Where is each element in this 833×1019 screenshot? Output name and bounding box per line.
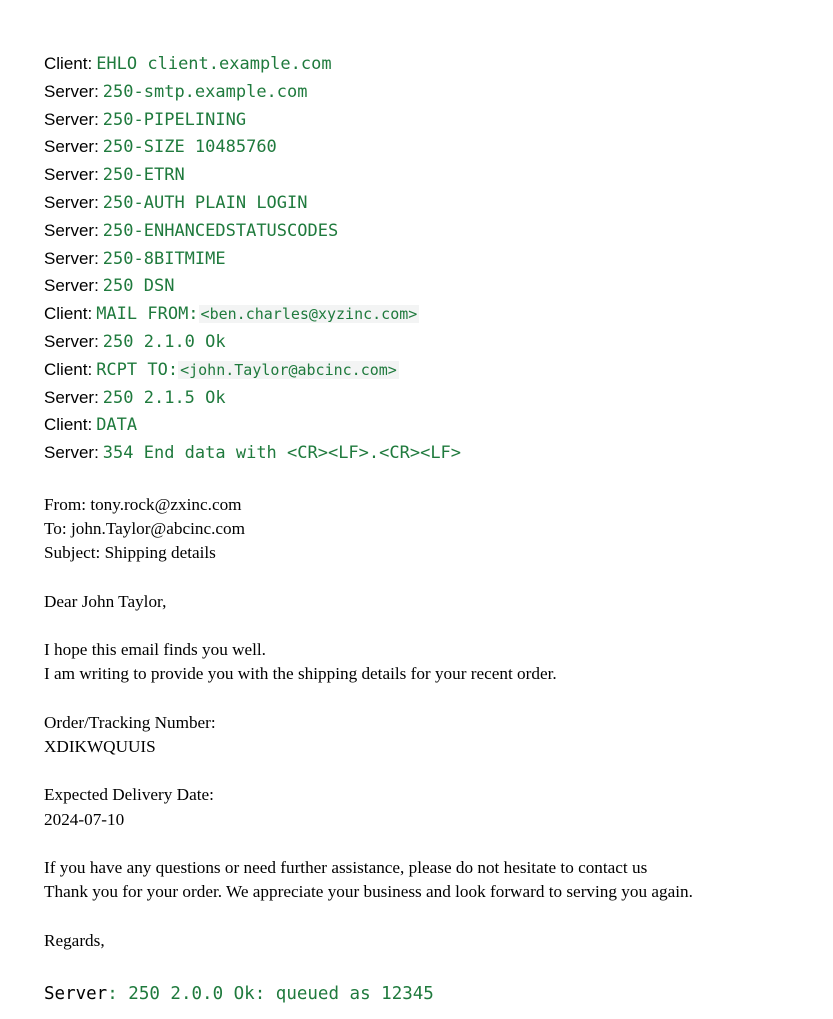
smtp-log-line: [44, 411, 833, 439]
log-speaker: Client:: [44, 415, 93, 435]
email-intro-line: I hope this email finds you well.: [44, 640, 266, 660]
log-speaker: Client:: [44, 304, 93, 324]
log-speaker: Server:: [44, 276, 99, 296]
smtp-log-line: [44, 189, 833, 217]
log-speaker: Server:: [44, 331, 99, 351]
smtp-log-line: [44, 161, 833, 189]
tracking-number: XDIKWQUUIS: [44, 736, 156, 756]
smtp-log-line: [44, 328, 833, 356]
log-command: 250-AUTH PLAIN LOGIN: [102, 192, 308, 213]
log-speaker: Server:: [44, 81, 99, 101]
server-queued-response: [44, 984, 434, 1004]
log-command: EHLO client.example.com: [96, 54, 332, 74]
smtp-log-line: [44, 384, 833, 412]
spacer: [44, 687, 833, 711]
smtp-session-log: [44, 50, 833, 467]
log-speaker: Server:: [44, 248, 99, 268]
spacer: [44, 759, 833, 783]
log-command: 250-smtp.example.com: [102, 81, 308, 102]
log-command: 250-PIPELINING: [102, 109, 247, 130]
email-signoff: Regards,: [44, 930, 105, 950]
footer-response: : 250 2.0.0 Ok: queued as 12345: [107, 984, 434, 1004]
log-speaker: Server:: [44, 220, 99, 240]
spacer: [44, 566, 833, 590]
smtp-log-line: [44, 272, 833, 300]
smtp-log-line: [44, 300, 833, 328]
log-speaker: Client:: [44, 359, 93, 379]
smtp-log-line: [44, 50, 833, 78]
log-speaker: Server:: [44, 443, 99, 463]
log-command: 250-SIZE 10485760: [102, 137, 277, 158]
smtp-log-line: [44, 133, 833, 161]
log-command: 250 2.1.5 Ok: [102, 387, 226, 408]
log-command: RCPT TO:: [96, 359, 179, 380]
smtp-log-line: [44, 217, 833, 245]
log-command: MAIL FROM:: [96, 304, 199, 325]
log-speaker: Server:: [44, 137, 99, 157]
log-command: 250-ETRN: [102, 165, 185, 186]
smtp-log-line: [44, 106, 833, 134]
log-speaker: Server:: [44, 192, 99, 212]
footer-speaker: Server: [44, 984, 108, 1004]
smtp-log-line: [44, 439, 833, 467]
spacer: [44, 614, 833, 638]
smtp-log-line: [44, 356, 833, 384]
email-closing-line: Thank you for your order. We appreciate your business and look forward to serving you again.: [44, 882, 693, 902]
delivery-date: 2024-07-10: [44, 809, 125, 829]
log-command: DATA: [96, 415, 138, 436]
tracking-label: Order/Tracking Number:: [44, 712, 216, 732]
log-command: 250 DSN: [102, 276, 175, 297]
email-subject: Subject: Shipping details: [44, 543, 216, 563]
spacer: [44, 904, 833, 928]
log-address: <ben.charles@xyzinc.com>: [200, 305, 418, 324]
email-to: To: john.Taylor@abcinc.com: [44, 519, 245, 539]
email-from: From: tony.rock@zxinc.com: [44, 494, 242, 514]
log-command: 250-ENHANCEDSTATUSCODES: [102, 220, 339, 241]
email-greeting: Dear John Taylor,: [44, 591, 167, 611]
log-speaker: Server:: [44, 165, 99, 185]
log-address: <john.Taylor@abcinc.com>: [180, 360, 397, 379]
log-command: 250-8BITMIME: [102, 248, 226, 269]
email-intro-line: I am writing to provide you with the shipping details for your recent order.: [44, 664, 557, 684]
smtp-log-line: [44, 245, 833, 273]
smtp-log-line: [44, 78, 833, 106]
email-body: [44, 493, 833, 953]
email-closing-line: If you have any questions or need further assistance, please do not hesitate to contact us: [44, 857, 648, 877]
log-speaker: Client:: [44, 54, 93, 73]
delivery-label: Expected Delivery Date:: [44, 785, 214, 805]
log-speaker: Server:: [44, 387, 99, 407]
log-speaker: Server:: [44, 109, 99, 129]
log-command: 250 2.1.0 Ok: [102, 331, 226, 352]
log-command: 354 End data with <CR><LF>.<CR><LF>: [102, 443, 462, 464]
spacer: [44, 832, 833, 856]
